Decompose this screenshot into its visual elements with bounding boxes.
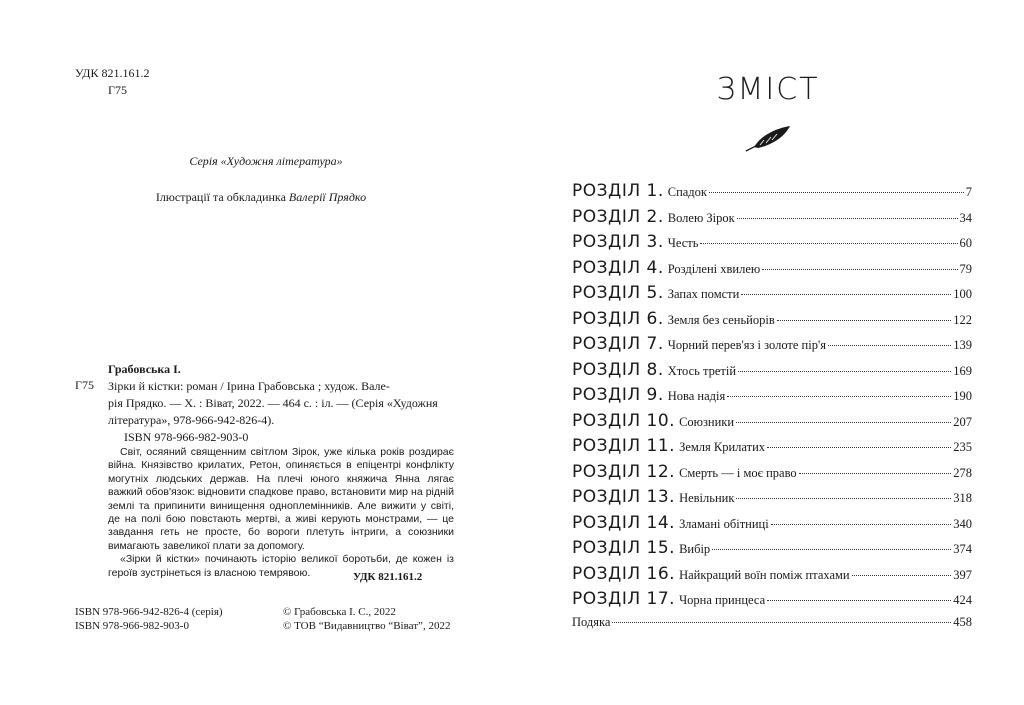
toc-entry-title: Смерть — і моє право bbox=[679, 465, 797, 480]
toc-page-number: 397 bbox=[953, 567, 972, 582]
toc-entry-title: Розділені хвилею bbox=[667, 261, 761, 276]
series-line: Серія «Художня література» bbox=[189, 154, 343, 168]
toc-row bbox=[572, 181, 972, 207]
illustr-prefix: Ілюстрації та обкладинка bbox=[155, 190, 289, 204]
toc-leader-dots bbox=[852, 575, 952, 576]
bib-line-2: рія Прядко. — Х. : Віват, 2022. — 464 с. : іл. — (Серія «Художня bbox=[108, 396, 438, 410]
toc-leader-dots bbox=[737, 218, 958, 219]
toc-leader-dots bbox=[727, 396, 951, 397]
toc-page-number: 60 bbox=[959, 236, 972, 250]
toc-row bbox=[572, 360, 972, 386]
abstract bbox=[108, 446, 454, 580]
toc-chapter-label: РОЗДІЛ 12. bbox=[572, 461, 676, 482]
toc-entry-title: Нова надія bbox=[667, 389, 726, 403]
toc-page-number: 278 bbox=[953, 465, 972, 480]
bib-line-1: Зірки й кістки: роман / Ірина Грабовська ; худож. Вале- bbox=[108, 379, 390, 393]
toc-row bbox=[572, 589, 972, 615]
toc-row-thanks bbox=[572, 615, 972, 641]
abstract-p2: «Зірки й кістки» починають історію великої боротьби, де кожен із героїв зустрінеться із власною темрявою. bbox=[108, 553, 454, 579]
toc-chapter-label: РОЗДІЛ 7. bbox=[572, 334, 664, 354]
toc-row bbox=[572, 564, 972, 590]
toc-entry-title: Чорна принцеса bbox=[679, 593, 766, 607]
toc-page-number: 207 bbox=[953, 414, 972, 429]
toc-chapter-label: РОЗДІЛ 1. bbox=[572, 181, 664, 201]
toc-chapter-label: РОЗДІЛ 17. bbox=[572, 589, 676, 609]
toc-page-number: 374 bbox=[953, 542, 972, 556]
copyright-author: © Грабовська І. С., 2022 bbox=[283, 606, 396, 618]
toc-page-number: 169 bbox=[953, 363, 972, 378]
toc-page-number: 122 bbox=[953, 312, 972, 327]
toc-leader-dots bbox=[762, 269, 957, 270]
toc-leader-dots bbox=[712, 549, 951, 550]
toc-chapter-label: РОЗДІЛ 10. bbox=[572, 410, 676, 431]
toc-leader-dots bbox=[736, 498, 951, 499]
toc-page-number: 424 bbox=[953, 593, 972, 607]
toc-chapter-label: РОЗДІЛ 8. bbox=[572, 359, 664, 380]
bibliographic-record bbox=[108, 378, 458, 446]
toc-entry-title: Найкращий воїн поміж птахами bbox=[679, 567, 850, 582]
toc-chapter-label: РОЗДІЛ 3. bbox=[572, 232, 664, 252]
toc-row bbox=[572, 513, 972, 539]
toc-leader-dots bbox=[799, 473, 952, 474]
udk-bottom: УДК 821.161.2 bbox=[353, 571, 423, 583]
author-sign-2: Г75 bbox=[75, 378, 94, 392]
illustr-name: Валерії Прядко bbox=[288, 190, 367, 204]
toc-chapter-label: РОЗДІЛ 13. bbox=[572, 487, 676, 507]
toc-chapter-label: РОЗДІЛ 16. bbox=[572, 563, 676, 584]
toc-row bbox=[572, 436, 972, 462]
toc-entry-title: Спадок bbox=[667, 185, 707, 199]
toc-leader-dots bbox=[828, 345, 951, 346]
toc-page-number: 235 bbox=[953, 440, 972, 454]
toc-entry-title: Подяка bbox=[572, 614, 611, 629]
toc-row bbox=[572, 538, 972, 564]
toc-page-number: 7 bbox=[965, 185, 972, 199]
toc-page-number: 79 bbox=[959, 261, 972, 276]
toc-chapter-label: РОЗДІЛ 15. bbox=[572, 538, 676, 558]
right-page bbox=[512, 0, 1024, 705]
toc-leader-dots bbox=[767, 600, 951, 601]
toc-page-number: 340 bbox=[953, 516, 972, 531]
toc-chapter-label: РОЗДІЛ 14. bbox=[572, 512, 676, 533]
toc-leader-dots bbox=[612, 622, 951, 623]
toc-title: ЗМІСТ bbox=[716, 72, 820, 107]
toc-row bbox=[572, 283, 972, 309]
toc-chapter-label: РОЗДІЛ 5. bbox=[572, 283, 664, 303]
author-heading: Грабовська І. bbox=[108, 362, 181, 376]
toc-leader-dots bbox=[771, 524, 952, 525]
toc-row bbox=[572, 207, 972, 233]
toc-page-number: 458 bbox=[953, 614, 972, 629]
toc-page-number: 318 bbox=[953, 491, 972, 505]
toc-chapter-label: РОЗДІЛ 2. bbox=[572, 206, 664, 227]
toc-entry-title: Земля без сеньйорів bbox=[667, 312, 775, 327]
isbn-series: ISBN 978-966-942-826-4 (серія) bbox=[75, 606, 223, 618]
copyright-publisher: © ТОВ “Видавництво “Віват”, 2022 bbox=[283, 620, 451, 632]
toc-leader-dots bbox=[736, 422, 951, 423]
toc-chapter-label: РОЗДІЛ 9. bbox=[572, 385, 664, 405]
toc-entry-title: Земля Крилатих bbox=[679, 440, 766, 454]
toc-page-number: 139 bbox=[953, 338, 972, 352]
toc-row bbox=[572, 385, 972, 411]
toc-row bbox=[572, 232, 972, 258]
isbn-book: ISBN 978-966-982-903-0 bbox=[75, 620, 189, 632]
bib-line-3: література», 978-966-942-826-4). bbox=[108, 413, 275, 427]
toc-row bbox=[572, 258, 972, 284]
abstract-p1: Світ, осяяний священним світлом Зірок, уже кілька років роздирає війна. Князівство крилатих, Ретон, опиняється в епіцентрі конфлікту могутніх людських держав. На плечі юного княжича Янна лягає важкий обов'язок: відновити спадкове право, встановити мир на рідній землі та припинити винищення одноплемінників. Але вижити у світі, де на полі бою повстають мертві, а живі керують монстрами, — це завдання геть не просте, бо вороги плетуть інтриги, а союзники вимагають завеликої плати за допомогу. bbox=[108, 446, 454, 552]
isbn-main: ISBN 978-966-982-903-0 bbox=[124, 430, 249, 444]
toc-leader-dots bbox=[738, 371, 951, 372]
toc-row bbox=[572, 411, 972, 437]
toc-entry-title: Зламані обітниці bbox=[679, 516, 769, 531]
toc-page-number: 190 bbox=[953, 389, 972, 403]
toc-leader-dots bbox=[709, 192, 964, 193]
toc-row bbox=[572, 309, 972, 335]
feather-icon bbox=[742, 124, 794, 161]
toc-leader-dots bbox=[741, 294, 951, 295]
toc-chapter-label: РОЗДІЛ 4. bbox=[572, 257, 664, 278]
illustrations-line bbox=[0, 190, 512, 205]
toc-entry-title: Честь bbox=[667, 236, 699, 250]
toc-list bbox=[572, 181, 972, 640]
toc-entry-title: Союзники bbox=[679, 414, 735, 429]
toc-row bbox=[572, 487, 972, 513]
toc-entry-title: Хтось третій bbox=[667, 363, 737, 378]
toc-chapter-label: РОЗДІЛ 11. bbox=[572, 436, 676, 456]
udk-label: УДК 821.161.2 bbox=[75, 66, 150, 80]
toc-chapter-label: РОЗДІЛ 6. bbox=[572, 308, 664, 329]
toc-entry-title: Волею Зірок bbox=[667, 210, 735, 225]
toc-entry-title: Невільник bbox=[679, 491, 735, 505]
toc-entry-title: Вибір bbox=[679, 542, 711, 556]
toc-entry-title: Чорний перев'яз і золоте пір'я bbox=[667, 338, 826, 352]
toc-leader-dots bbox=[767, 447, 951, 448]
toc-leader-dots bbox=[700, 243, 957, 244]
toc-page-number: 34 bbox=[959, 210, 972, 225]
toc-row bbox=[572, 462, 972, 488]
toc-entry-title: Запах помсти bbox=[667, 287, 740, 301]
toc-page-number: 100 bbox=[953, 287, 972, 301]
toc-leader-dots bbox=[777, 320, 952, 321]
toc-row bbox=[572, 334, 972, 360]
author-sign: Г75 bbox=[108, 83, 127, 97]
